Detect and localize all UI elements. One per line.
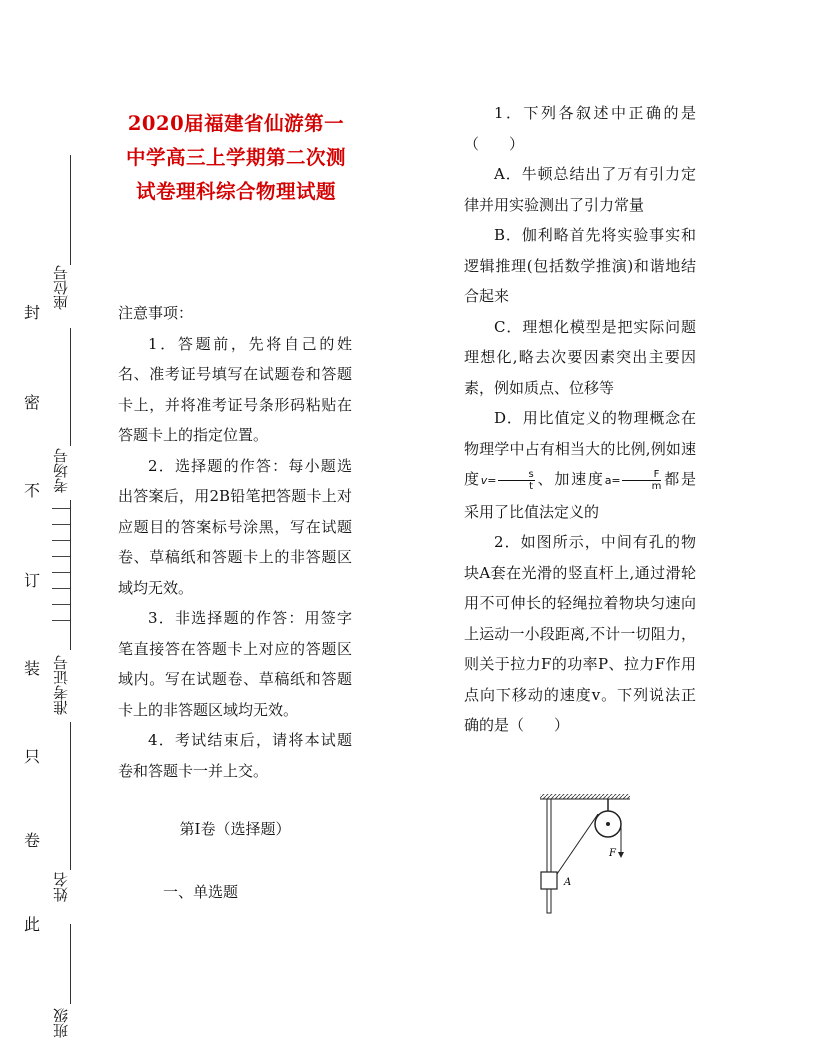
ceiling <box>540 794 630 799</box>
option-d-text: 都是采用了比值法定义的 <box>464 470 696 521</box>
notice-item: 1．答题前，先将自己的姓名、准考证号填写在试题卷和答题卡上，并将准考证号条形码粘贴在答题卡上的指定位置。 <box>118 334 352 444</box>
seal-char: 此 <box>24 915 41 934</box>
exam-room-label: 考场号 <box>52 448 70 493</box>
acceleration-fraction <box>622 469 662 492</box>
seal-char: 密 <box>24 393 41 412</box>
acceleration-numerator: F <box>622 469 662 481</box>
velocity-denominator: t <box>529 480 534 492</box>
question-1-option-c: C．理想化模型是把实际问题理想化,略去次要因素突出主要因素，例如质点、位移等 <box>464 317 696 397</box>
seal-char: 封 <box>24 303 41 322</box>
pulley-figure <box>530 792 640 920</box>
section-heading: 一、单选题 <box>163 882 239 901</box>
seal-char: 卷 <box>24 831 41 850</box>
force-label: F <box>609 848 616 859</box>
question-1-stem: 1．下列各叙述中正确的是（ ） <box>464 104 696 153</box>
force-arrow-icon <box>618 852 624 858</box>
velocity-numerator: s <box>498 469 535 481</box>
option-d-text: D．用比值定义的物理概念在物理学中占有相当大的比例,例如速度 <box>464 409 696 488</box>
block-a <box>541 872 557 889</box>
name-line <box>70 722 71 870</box>
notice-item: 4．考试结束后，请将本试题卷和答题卡一并上交。 <box>118 731 352 780</box>
seat-number-line <box>70 155 71 265</box>
right-column <box>464 98 696 741</box>
class-line <box>70 924 71 1004</box>
name-label: 姓名 <box>52 872 70 902</box>
seal-char: 订 <box>24 571 41 590</box>
exam-room-line <box>70 328 71 446</box>
pulley-axle <box>606 822 610 826</box>
left-column <box>118 298 352 907</box>
acceleration-denominator: m <box>651 480 662 492</box>
class-label: 班级 <box>52 1008 70 1038</box>
seal-char: 装 <box>24 659 41 678</box>
seal-char: 只 <box>24 747 41 766</box>
question-1-option-b: B．伽利略首先将实验事实和逻辑推理(包括数学推演)和谐地结合起来 <box>464 226 696 305</box>
question-2-stem: 2．如图所示，中间有孔的物块A套在光滑的竖直杆上,通过滑轮用不可伸长的轻绳拉着物块匀速向上运动一小段距离,不计一切阻力，则关于拉力F的功率P、拉力F作用点向下移动的速度v。下列说法正确的是（ ） <box>464 533 696 734</box>
question-1-option-d <box>464 403 696 527</box>
exam-title: 2020届福建省仙游第一中学高三上学期第二次测试卷理科综合物理试题 <box>125 112 346 203</box>
velocity-symbol: v= <box>480 474 497 487</box>
notice-heading: 注意事项： <box>118 304 194 322</box>
notice-item: 3．非选择题的作答：用签字笔直接答在答题卡上对应的答题区域内。写在试题卷、草稿纸和答题卡上的非答题区域均无效。 <box>118 609 352 719</box>
ticket-number-line <box>70 500 71 650</box>
ticket-number-label: 准考证号 <box>52 655 70 715</box>
question-1-option-a: A．牛顿总结出了万有引力定律并用实验测出了引力常量 <box>464 165 696 214</box>
seat-number-label: 座位号 <box>52 265 70 310</box>
vertical-rod <box>547 799 551 913</box>
rope-to-block <box>557 814 598 874</box>
seal-char: 不 <box>24 481 41 500</box>
notice-item: 2．选择题的作答：每小题选出答案后，用2B铅笔把答题卡上对应题目的答案标号涂黑，写在试题卷、草稿纸和答题卡上的非答题区域均无效。 <box>118 456 352 597</box>
option-d-text: 、加速度 <box>535 470 605 488</box>
velocity-fraction <box>498 469 535 492</box>
acceleration-symbol: a= <box>604 474 621 487</box>
block-label: A <box>564 877 572 888</box>
part-heading: 第I卷（选择题） <box>179 820 291 838</box>
